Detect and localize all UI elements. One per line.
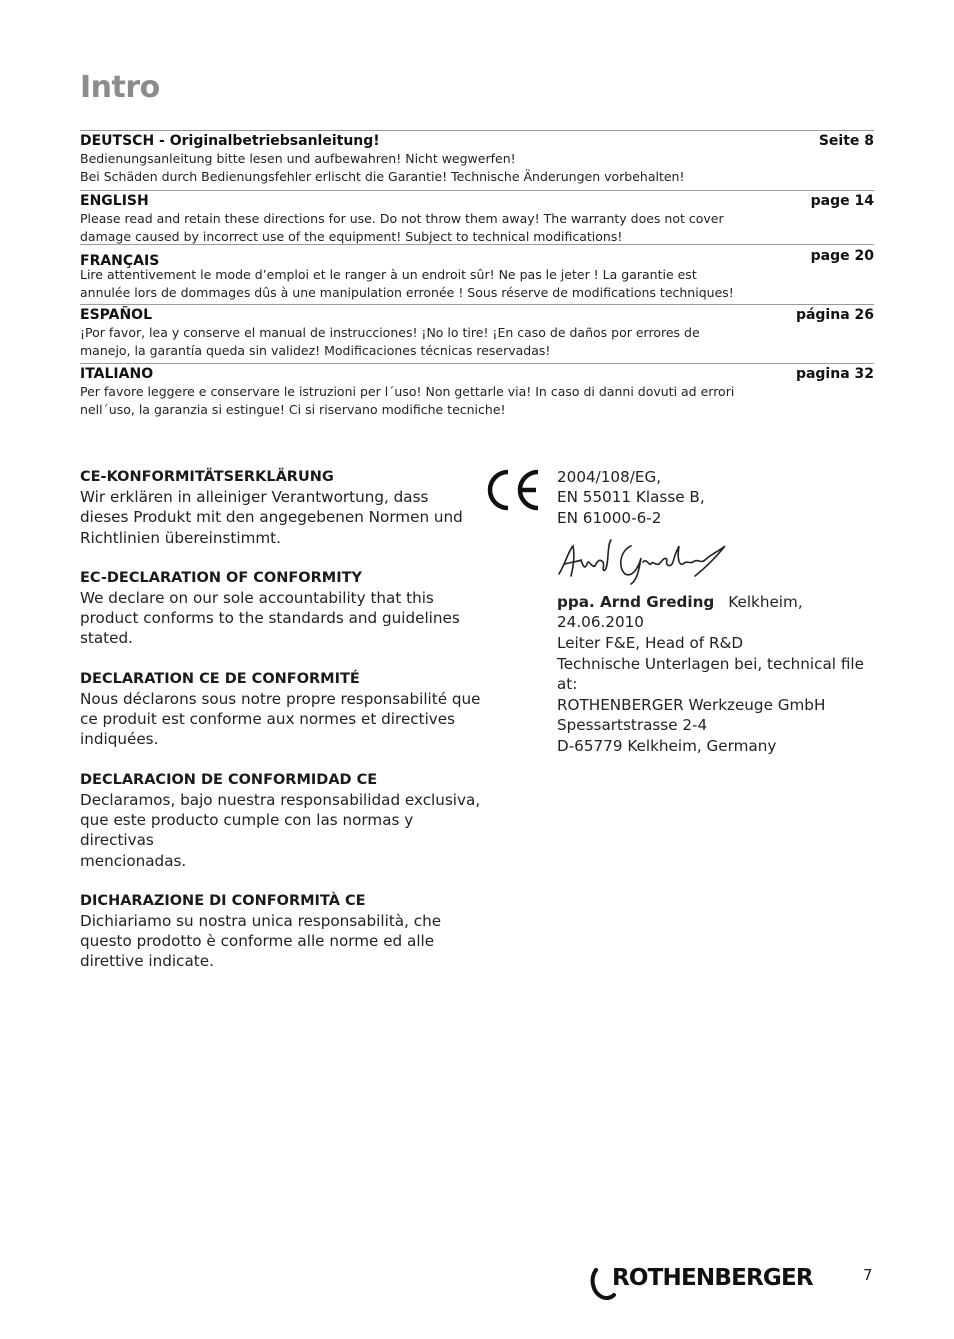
language-heading: DEUTSCH - Originalbetriebsanleitung!	[80, 133, 380, 149]
declaration-text	[80, 588, 490, 649]
language-heading: FRANÇAIS	[80, 253, 160, 269]
text-line: mencionadas.	[80, 851, 187, 870]
place-date: Kelkheim, 24.06.2010	[557, 593, 803, 632]
language-text	[80, 150, 770, 186]
brand-logo	[590, 1264, 830, 1300]
language-section-de	[80, 130, 874, 186]
declaration-it	[80, 891, 490, 972]
text-line: nell´uso, la garanzia si estingue! Ci si riservano modifiche tecniche!	[80, 402, 506, 417]
text-line: ce produit est conforme aux normes et directives	[80, 710, 456, 729]
declaration-fr	[80, 669, 490, 750]
ce-mark-icon	[484, 468, 542, 512]
page-number: 7	[863, 1266, 873, 1284]
signer-line	[557, 592, 887, 653]
declaration-de	[80, 467, 490, 548]
declaration-text	[80, 689, 490, 750]
declaration-text	[80, 911, 490, 972]
page-title: Intro	[80, 70, 160, 105]
language-page-ref: page 14	[810, 193, 874, 209]
text-line: dieses Produkt mit den angegebenen Normen und	[80, 508, 463, 527]
declaration-heading: DECLARACION DE CONFORMIDAD CE	[80, 771, 378, 788]
address-line: Spessartstrasse 2-4	[557, 716, 708, 735]
text-line: indiquées.	[80, 730, 159, 749]
declarations-column	[80, 467, 490, 992]
language-heading: ENGLISH	[80, 193, 149, 209]
text-line: manejo, la garantía queda sin validez! Modificaciones técnicas reservadas!	[80, 343, 551, 358]
language-text	[80, 210, 770, 246]
company-address	[557, 695, 887, 756]
brand-name: ROTHENBERGER	[612, 1265, 813, 1291]
text-line: Per favore leggere e conservare le istruzioni per l´uso! Non gettarle via! In caso di danni dovuti ad errori	[80, 384, 735, 399]
declaration-heading: CE-KONFORMITÄTSERKLÄRUNG	[80, 469, 334, 485]
text-line: Bedienungsanleitung bitte lesen und aufbewahren! Nicht wegwerfen!	[80, 151, 516, 166]
text-line: Nous déclarons sous notre propre responsabilité que	[80, 689, 481, 708]
declaration-text	[80, 790, 490, 871]
technical-file-label: Technische Unterlagen bei, technical file at:	[557, 655, 864, 694]
signature-icon	[555, 536, 730, 586]
language-text	[80, 324, 770, 360]
language-section-it	[80, 363, 874, 419]
address-line: ROTHENBERGER Werkzeuge GmbH	[557, 696, 826, 714]
language-section-es	[80, 304, 874, 360]
declaration-heading: DECLARATION CE DE CONFORMITÉ	[80, 670, 360, 687]
text-line: ¡Por favor, lea y conserve el manual de instrucciones! ¡No lo tire! ¡En caso de daños por errores de	[80, 325, 700, 340]
text-line: We declare on our sole accountability that this	[80, 588, 434, 607]
standard-line: EN 55011 Klasse B,	[557, 488, 705, 507]
language-page-ref: Seite 8	[818, 133, 874, 149]
text-line: Declaramos, bajo nuestra responsabilidad exclusiva,	[80, 790, 481, 809]
text-line: Richtlinien übereinstimmt.	[80, 528, 281, 547]
language-page-ref: pagina 32	[795, 366, 874, 382]
language-page-ref: page 20	[810, 248, 874, 264]
standard-line: EN 61000-6-2	[557, 508, 662, 527]
text-line: que este producto cumple con las normas y directivas	[80, 810, 414, 850]
text-line: Lire attentivement le mode d’emploi et le ranger à un endroit sûr! Ne pas le jeter ! La garantie est	[80, 267, 697, 282]
text-line: stated.	[80, 629, 133, 648]
declaration-es	[80, 770, 490, 871]
declaration-text	[80, 487, 490, 548]
standard-line: 2004/108/EG,	[557, 468, 662, 486]
language-heading: ESPAÑOL	[80, 307, 152, 323]
address-line: D-65779 Kelkheim, Germany	[557, 736, 777, 755]
text-line: direttive indicate.	[80, 952, 214, 971]
language-heading: ITALIANO	[80, 366, 154, 382]
text-line: Wir erklären in alleiniger Verantwortung, dass	[80, 488, 429, 506]
language-page-ref: página 26	[795, 307, 874, 323]
language-text	[80, 266, 770, 302]
text-line: annulée lors de dommages dûs à une manipulation erronée ! Sous réserve de modifications techniques!	[80, 285, 734, 300]
text-line: product conforms to the standards and guidelines	[80, 609, 460, 628]
language-section-en	[80, 190, 874, 246]
text-line: Bei Schäden durch Bedienungsfehler erlischt die Garantie! Technische Änderungen vorbehalten!	[80, 169, 685, 184]
declaration-heading: DICHARAZIONE DI CONFORMITÀ CE	[80, 892, 366, 909]
signer-role: Leiter F&E, Head of R&D	[557, 633, 744, 652]
declaration-en	[80, 568, 490, 649]
text-line: questo prodotto è conforme alle norme ed alle	[80, 932, 435, 951]
language-section-fr	[80, 244, 874, 302]
language-text	[80, 383, 770, 419]
text-line: damage caused by incorrect use of the equipment! Subject to technical modifications!	[80, 229, 623, 244]
signer-name: ppa. Arnd Greding	[557, 593, 715, 611]
declaration-heading: EC-DECLARATION OF CONFORMITY	[80, 569, 362, 586]
standards-list	[557, 467, 887, 528]
text-line: Please read and retain these directions for use. Do not throw them away! The warranty does not cover	[80, 211, 724, 226]
text-line: Dichiariamo su nostra unica responsabilità, che	[80, 911, 442, 930]
